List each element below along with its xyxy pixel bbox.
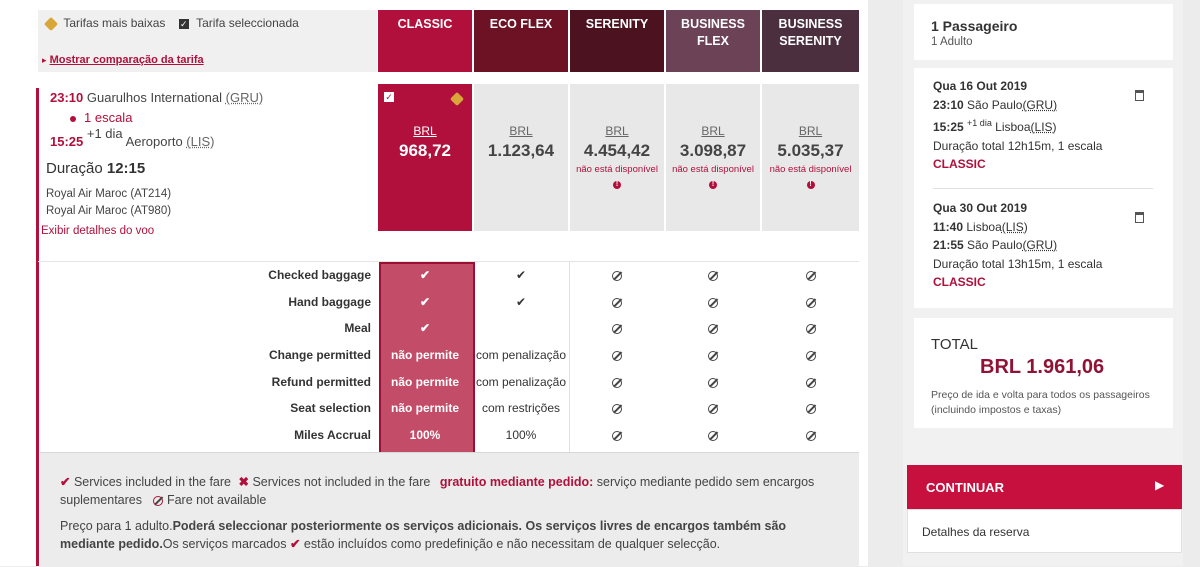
departure-code: (GRU)	[225, 90, 264, 105]
price-amount: 5.035,37	[777, 141, 844, 160]
not-available-icon	[570, 342, 664, 369]
feature-row	[0, 289, 859, 316]
not-available-icon	[570, 315, 664, 342]
not-available-icon	[666, 342, 760, 369]
feature-label: Change permitted	[268, 348, 371, 362]
checkbox-icon: ✓	[179, 18, 188, 29]
not-available-icon	[612, 271, 622, 281]
price-amount: 968,72	[399, 141, 451, 160]
info-icon[interactable]: !	[613, 181, 621, 189]
not-available-icon	[806, 378, 816, 388]
outbound-arr-city: Lisboa	[995, 120, 1031, 134]
fare-header-business-flex[interactable]	[666, 10, 760, 72]
booking-summary-sidebar	[903, 0, 1183, 566]
not-available-icon	[708, 271, 718, 281]
return-date: Qua 30 Out 2019	[933, 201, 1028, 215]
booking-details-label: Detalhes da reserva	[922, 525, 1030, 539]
price-currency: BRL	[413, 124, 437, 138]
not-available-icon	[708, 378, 718, 388]
flight-number-1: Royal Air Maroc (AT214)	[46, 188, 172, 200]
not-available-icon	[762, 422, 859, 449]
day-offset: +1 dia	[86, 126, 123, 141]
fare-name: SERENITY	[585, 17, 649, 31]
not-available-icon	[708, 324, 718, 334]
feature-label: Hand baggage	[288, 295, 371, 309]
stops-label: 1 escala	[84, 110, 133, 125]
feature-value: não permite	[390, 348, 459, 362]
feature-label: Seat selection	[290, 401, 371, 415]
flight-info	[46, 88, 371, 238]
feature-value: não permite	[390, 375, 459, 389]
not-available-icon	[762, 369, 859, 396]
duration-label: Duração	[46, 160, 103, 177]
check-icon: ✔	[419, 295, 431, 309]
outbound-arr-time: 15:25	[933, 120, 964, 134]
arrival-airport: Aeroporto	[125, 134, 183, 149]
not-available-icon	[762, 342, 859, 369]
feature-value: 100%	[505, 428, 537, 442]
flight-details-link[interactable]: Exibir detalhes do voo	[41, 225, 155, 237]
return-fare: CLASSIC	[933, 275, 986, 289]
not-available-icon	[666, 289, 760, 316]
not-available-icon	[666, 422, 760, 449]
itinerary-box	[914, 68, 1173, 308]
return-duration: Duração total 13h15m, 1 escala	[933, 256, 1103, 271]
feature-label: Refund permitted	[271, 375, 371, 389]
fare-header-serenity[interactable]	[570, 10, 664, 72]
price-amount: 3.098,87	[679, 141, 747, 160]
check-icon: ✔	[515, 295, 527, 309]
price-currency: BRL	[701, 124, 725, 138]
duration-value: 12:15	[106, 160, 146, 177]
not-available-icon	[570, 289, 664, 316]
passengers-box	[914, 4, 1173, 60]
feature-value: 100%	[409, 428, 441, 442]
outbound-day-offset: +1 dia	[967, 118, 992, 128]
not-available-icon	[666, 315, 760, 342]
continue-label: CONTINUAR	[926, 480, 1004, 495]
check-icon: ✔	[289, 537, 301, 551]
total-label: TOTAL	[931, 336, 978, 353]
not-available-icon	[708, 431, 718, 441]
fare-name: ECO FLEX	[489, 17, 553, 31]
return-dep-code: (LIS)	[1001, 219, 1028, 234]
price-currency: BRL	[605, 124, 629, 138]
cross-icon: ✖	[238, 475, 249, 489]
price-currency: BRL	[509, 124, 533, 138]
not-available-icon	[762, 262, 859, 289]
not-available-icon	[806, 404, 816, 414]
outbound-date: Qua 16 Out 2019	[933, 79, 1028, 93]
passengers-subtitle: 1 Adulto	[931, 36, 973, 48]
not-available-icon	[666, 395, 760, 422]
return-segment	[933, 199, 1153, 292]
legend-not-included: Services not included in the fare	[252, 475, 431, 489]
feature-row	[0, 422, 859, 449]
default-included-note: estão incluídos como predefinição e não necessitam de qualquer selecção.	[303, 537, 721, 551]
total-box	[914, 318, 1173, 428]
chevron-right-icon: ▸	[42, 55, 47, 65]
feature-value: com penalização	[475, 375, 567, 389]
not-available-icon	[806, 298, 816, 308]
not-available-icon	[806, 324, 816, 334]
price-tag-icon	[44, 17, 58, 31]
feature-value: com penalização	[475, 348, 567, 362]
not-available-icon	[708, 298, 718, 308]
chevron-right-icon: ▶	[1155, 478, 1165, 492]
marked-services-note: Os serviços marcados	[162, 537, 287, 551]
return-arr-city: São Paulo	[967, 238, 1023, 252]
selected-checkbox-icon: ✓	[385, 92, 393, 102]
outbound-dep-code: (GRU)	[1022, 97, 1058, 112]
arrival-time: 15:25	[50, 134, 84, 149]
price-amount: 4.454,42	[583, 141, 651, 160]
not-available-icon	[666, 262, 760, 289]
price-cell-business-flex	[666, 84, 760, 231]
passengers-title: 1 Passageiro	[931, 18, 1018, 34]
legend-free-text: serviço mediante pedido sem encargos suplementares	[60, 475, 815, 507]
info-icon[interactable]: !	[807, 181, 815, 189]
not-available-text: não está disponível	[769, 164, 852, 175]
return-arr-code: (GRU)	[1022, 238, 1058, 252]
fare-name: CLASSIC	[397, 17, 453, 31]
outbound-duration: Duração total 12h15m, 1 escala	[933, 138, 1103, 153]
not-available-icon	[708, 351, 718, 361]
feature-value	[474, 315, 568, 342]
not-available-icon	[806, 351, 816, 361]
legend-included: Services included in the fare	[73, 475, 231, 489]
show-fare-comparison-link[interactable]: Mostrar comparação da tarifa	[49, 54, 204, 66]
return-arr-time: 21:55	[933, 238, 964, 252]
not-available-icon	[762, 315, 859, 342]
price-cell-eco-flex[interactable]	[474, 84, 568, 231]
feature-value: não permite	[390, 401, 459, 415]
fare-header-classic[interactable]	[378, 10, 472, 72]
price-amount: 1.123,64	[487, 141, 555, 160]
price-currency: BRL	[798, 124, 823, 138]
continue-button[interactable]	[907, 465, 1182, 509]
fare-header-business-serenity[interactable]	[762, 10, 859, 72]
info-icon[interactable]: !	[709, 181, 717, 189]
return-dep-time: 11:40	[933, 219, 964, 234]
return-dep-city: Lisboa	[966, 219, 1002, 234]
feature-label: Checked baggage	[268, 268, 371, 282]
not-available-text: não está disponível	[576, 164, 658, 175]
outbound-arr-code: (LIS)	[1030, 120, 1057, 134]
departure-airport: Guarulhos International	[86, 90, 223, 105]
not-available-icon	[612, 298, 622, 308]
not-available-icon	[612, 351, 622, 361]
feature-row	[0, 395, 859, 422]
price-cell-serenity	[570, 84, 664, 231]
not-available-icon	[612, 378, 622, 388]
feature-label: Miles Accrual	[294, 428, 371, 442]
not-available-icon	[570, 262, 664, 289]
flight-number-2: Royal Air Maroc (AT980)	[46, 205, 172, 217]
not-available-icon	[153, 496, 163, 506]
price-cell-classic[interactable]	[378, 84, 472, 231]
stop-dot-icon	[70, 116, 76, 122]
features-table	[0, 262, 868, 452]
not-available-icon	[806, 271, 816, 281]
check-icon: ✔	[419, 268, 431, 282]
feature-label: Meal	[344, 321, 371, 335]
not-available-icon	[806, 431, 816, 441]
not-available-icon	[666, 369, 760, 396]
check-icon: ✔	[419, 321, 431, 335]
selected-fare-label: Tarifa seleccionada	[196, 16, 299, 30]
fare-name: BUSINESS SERENITY	[778, 17, 843, 48]
outbound-dep-time: 23:10	[933, 97, 964, 112]
additional-services-note: Poderá seleccionar posteriormente os serviços adicionais. Os serviços livres de encargos também são mediante pedido.	[60, 519, 787, 551]
feature-row	[0, 315, 859, 342]
not-available-icon	[570, 422, 664, 449]
not-available-icon	[612, 431, 622, 441]
legend-free-label: gratuito mediante pedido:	[439, 475, 594, 489]
feature-row	[0, 369, 859, 396]
outbound-fare: CLASSIC	[933, 157, 986, 171]
fare-name: BUSINESS FLEX	[681, 17, 745, 48]
not-available-icon	[762, 395, 859, 422]
feature-row	[0, 262, 859, 289]
not-available-icon	[612, 404, 622, 414]
outbound-segment	[933, 77, 1153, 174]
price-cell-business-serenity	[762, 84, 859, 231]
check-icon: ✔	[515, 268, 527, 282]
not-available-icon	[762, 289, 859, 316]
total-value: BRL 1.961,06	[980, 356, 1105, 378]
segment-divider	[933, 188, 1153, 189]
trash-icon[interactable]	[1135, 90, 1144, 101]
fare-footnote	[40, 452, 859, 567]
fare-header-eco-flex[interactable]	[474, 10, 568, 72]
not-available-icon	[612, 324, 622, 334]
lowest-fare-tag-icon	[450, 92, 464, 106]
outbound-dep-city: São Paulo	[967, 97, 1023, 112]
not-available-icon	[570, 369, 664, 396]
total-note: Preço de ida e volta para todos os passageiros (incluindo impostos e taxas)	[931, 389, 1150, 416]
trash-icon[interactable]	[1135, 212, 1144, 223]
booking-details-box[interactable]	[907, 509, 1182, 553]
lowest-fare-label: Tarifas mais baixas	[63, 16, 166, 30]
feature-row	[0, 342, 859, 369]
fare-legend	[38, 10, 377, 72]
check-icon: ✔	[60, 475, 71, 489]
departure-time: 23:10	[50, 90, 84, 105]
not-available-text: não está disponível	[672, 164, 754, 175]
not-available-icon	[708, 404, 718, 414]
price-note: Preço para 1 adulto.	[60, 519, 173, 533]
legend-not-available: Fare not available	[166, 493, 267, 507]
feature-value: com restrições	[481, 401, 561, 415]
arrival-code: (LIS)	[186, 134, 215, 149]
not-available-icon	[570, 395, 664, 422]
